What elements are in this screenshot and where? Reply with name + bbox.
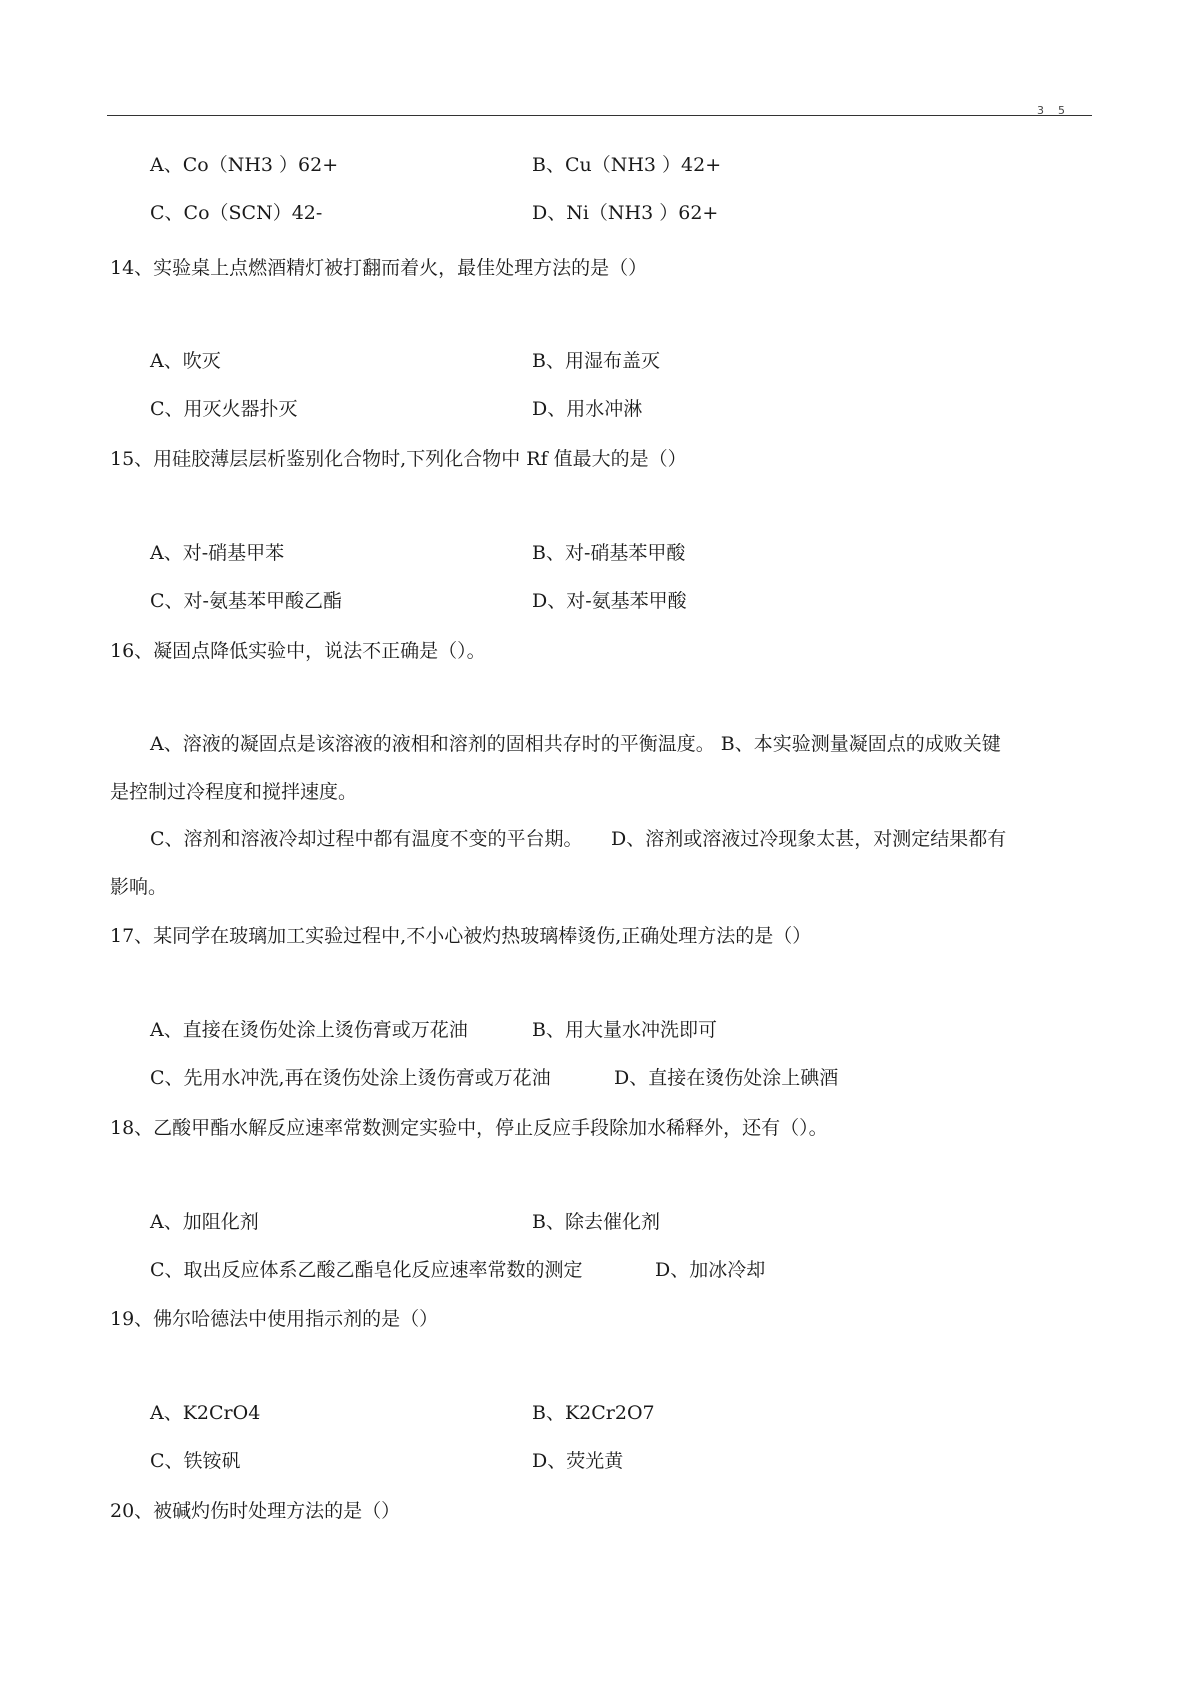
option-d: D、用水冲淋 bbox=[532, 398, 643, 420]
option-b: B、K2Cr2O7 bbox=[532, 1402, 655, 1424]
option-a: A、Co（NH3 ）62+ bbox=[150, 154, 339, 176]
option-b: B、用大量水冲洗即可 bbox=[532, 1019, 717, 1041]
option-c: C、Co（SCN）42- bbox=[150, 202, 323, 224]
question-14: 14、实验桌上点燃酒精灯被打翻而着火，最佳处理方法的是（） bbox=[110, 257, 648, 279]
option-b: B、对-硝基苯甲酸 bbox=[532, 542, 686, 564]
option-c: C、取出反应体系乙酸乙酯皂化反应速率常数的测定 bbox=[150, 1259, 583, 1281]
page-mark: 3 bbox=[1037, 104, 1044, 117]
option-c: C、铁铵矾 bbox=[150, 1450, 241, 1472]
option-b: B、用湿布盖灭 bbox=[532, 350, 660, 372]
option-a: A、对-硝基甲苯 bbox=[150, 542, 285, 564]
paragraph-line: C、溶剂和溶液冷却过程中都有温度不变的平台期。 D、溶剂或溶液过冷现象太甚，对测定结果都有 bbox=[150, 828, 1007, 850]
question-18: 18、乙酸甲酯水解反应速率常数测定实验中，停止反应手段除加水稀释外，还有（）。 bbox=[110, 1117, 828, 1139]
option-a: A、K2CrO4 bbox=[150, 1402, 261, 1424]
option-a: A、吹灭 bbox=[150, 350, 221, 372]
option-d: D、加冰冷却 bbox=[655, 1259, 766, 1281]
answer-paragraph bbox=[110, 815, 1095, 911]
question-16: 16、凝固点降低实验中，说法不正确是（）。 bbox=[110, 640, 486, 662]
option-a: A、加阻化剂 bbox=[150, 1211, 259, 1233]
option-c: C、先用水冲洗,再在烫伤处涂上烫伤膏或万花油 bbox=[150, 1067, 551, 1089]
paragraph-line: A、溶液的凝固点是该溶液的液相和溶剂的固相共存时的平衡温度。 B、本实验测量凝固点的成败关键 bbox=[150, 733, 1001, 755]
option-d: D、直接在烫伤处涂上碘酒 bbox=[614, 1067, 839, 1089]
question-15: 15、用硅胶薄层层析鉴别化合物时,下列化合物中 Rf 值最大的是（） bbox=[110, 448, 687, 470]
option-d: D、Ni（NH3 ）62+ bbox=[532, 202, 719, 224]
option-d: D、荧光黄 bbox=[532, 1450, 624, 1472]
question-17: 17、某同学在玻璃加工实验过程中,不小心被灼热玻璃棒烫伤,正确处理方法的是（） bbox=[110, 925, 812, 947]
paragraph-line: 是控制过冷程度和搅拌速度。 bbox=[110, 781, 358, 803]
answer-paragraph bbox=[110, 720, 1095, 816]
option-d: D、对-氨基苯甲酸 bbox=[532, 590, 687, 612]
option-b: B、Cu（NH3 ）42+ bbox=[532, 154, 722, 176]
question-19: 19、佛尔哈德法中使用指示剂的是（） bbox=[110, 1308, 439, 1330]
option-c: C、对-氨基苯甲酸乙酯 bbox=[150, 590, 342, 612]
question-20: 20、被碱灼伤时处理方法的是（） bbox=[110, 1500, 401, 1522]
option-a: A、直接在烫伤处涂上烫伤膏或万花油 bbox=[150, 1019, 468, 1041]
option-c: C、用灭火器扑灭 bbox=[150, 398, 298, 420]
paragraph-line: 影响。 bbox=[110, 876, 168, 898]
header-rule bbox=[107, 115, 1092, 116]
page-mark: 5 bbox=[1058, 104, 1065, 117]
option-b: B、除去催化剂 bbox=[532, 1211, 660, 1233]
